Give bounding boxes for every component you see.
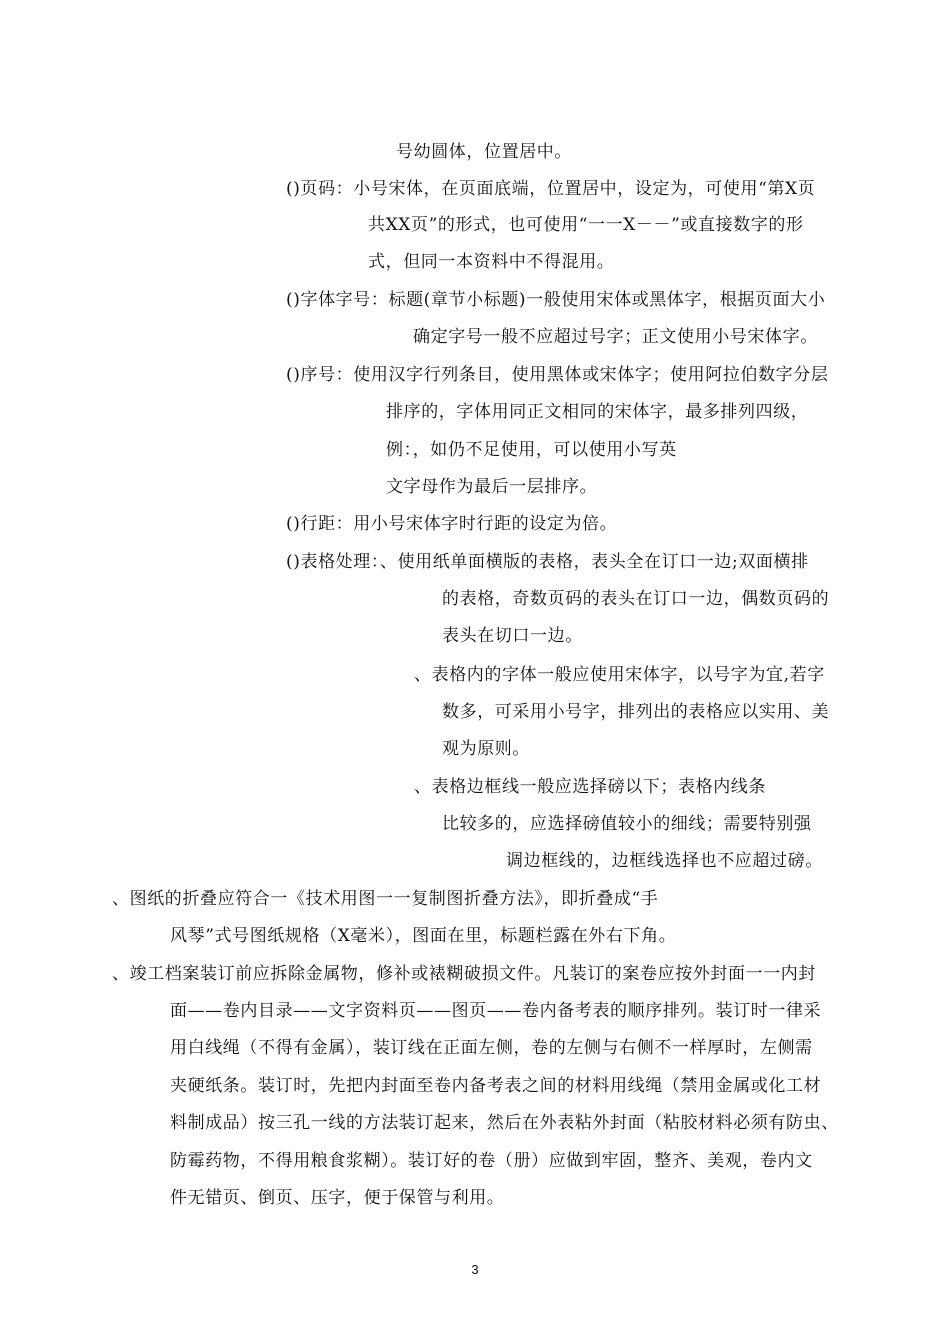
text-line: 面——卷内目录——文字资料页——图页——卷内备考表的顺序排列。装订时一律采 bbox=[170, 1001, 822, 1021]
text-line: 文字母作为最后一层排序。 bbox=[386, 477, 598, 497]
text-line: 料制成品）按三孔一线的方法装订起来，然后在外表粘外封面（粘胶材料必须有防虫、 bbox=[170, 1113, 839, 1133]
page-number: 3 bbox=[471, 1262, 479, 1277]
text-line: 确定字号一般不应超过号字；正文使用小号宋体字。 bbox=[413, 327, 818, 347]
text-line: 用白线绳（不得有金属），装订线在正面左侧，卷的左侧与右侧不一样厚时，左侧需 bbox=[170, 1038, 813, 1058]
text-line: ()页码：小号宋体，在页面底端，位置居中，设定为，可使用“第X页 bbox=[286, 179, 816, 199]
text-line: 排序的，字体用同正文相同的宋体字，最多排列四级， bbox=[386, 402, 809, 422]
text-line: 比较多的，应选择磅值较小的细线；需要特别强 bbox=[442, 814, 812, 834]
text-line: 号幼圆体，位置居中。 bbox=[396, 142, 572, 162]
text-line: 的表格，奇数页码的表头在订口一边，偶数页码的 bbox=[442, 589, 830, 609]
text-line: 数多，可采用小号字，排列出的表格应以实用、美 bbox=[442, 702, 830, 722]
text-line: 共XX页”的形式，也可使用“一一X－－”或直接数字的形 bbox=[368, 215, 804, 235]
text-line: 、图纸的折叠应符合一《技术用图一一复制图折叠方法》，即折叠成“手 bbox=[112, 889, 659, 909]
text-line: 夹硬纸条。装订时，先把内封面至卷内备考表之间的材料用线绳（禁用金属或化工材 bbox=[170, 1076, 822, 1096]
text-line: 例：，如仍不足使用，可以使用小写英 bbox=[386, 440, 677, 460]
text-line: ()行距：用小号宋体字时行距的设定为倍。 bbox=[286, 514, 618, 534]
text-line: ()表格处理：、使用纸单面横版的表格，表头全在订口一边;双面横排 bbox=[286, 552, 809, 572]
text-line: 观为原则。 bbox=[442, 739, 530, 759]
text-line: 件无错页、倒页、压字，便于保管与利用。 bbox=[170, 1188, 505, 1208]
text-line: ()序号：使用汉字行列条目，使用黑体或宋体字；使用阿拉伯数字分层 bbox=[286, 365, 829, 385]
text-line: 防霉药物，不得用粮食浆糊）。装订好的卷（册）应做到牢固，整齐、美观，卷内文 bbox=[170, 1151, 813, 1171]
text-line: 风琴”式号图纸规格（X毫米），图面在里，标题栏露在外右下角。 bbox=[170, 926, 677, 946]
text-line: 式，但同一本资料中不得混用。 bbox=[368, 252, 615, 272]
text-line: 、表格边框线一般应选择磅以下；表格内线条 bbox=[414, 777, 766, 797]
text-line: 、竣工档案装订前应拆除金属物，修补或裱糊破损文件。凡装订的案卷应按外封面一一内封 bbox=[112, 964, 816, 984]
text-line: 表头在切口一边。 bbox=[442, 626, 583, 646]
text-line: 调边框线的，边框线选择也不应超过磅。 bbox=[506, 851, 823, 871]
text-line: ()字体字号：标题(章节小标题)一般使用宋体或黑体字，根据页面大小 bbox=[286, 290, 826, 310]
text-line: 、表格内的字体一般应使用宋体字，以号字为宜,若字 bbox=[414, 665, 825, 685]
